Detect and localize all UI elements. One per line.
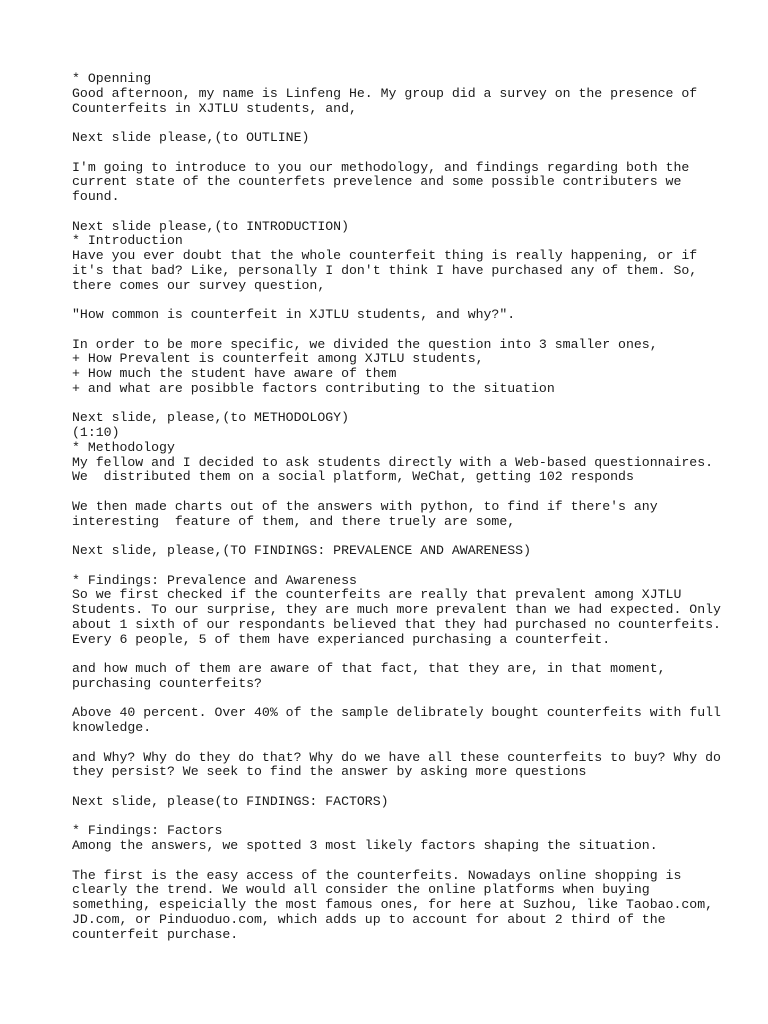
section-heading: * Findings: Prevalence and Awareness xyxy=(72,572,357,588)
blank-line xyxy=(72,736,712,751)
blank-line xyxy=(72,205,712,220)
text-line: Next slide, please(to FINDINGS: FACTORS) xyxy=(72,793,389,809)
blank-line xyxy=(72,810,712,825)
text-line: clearly the trend. We would all consider the online platforms when buying xyxy=(72,882,650,898)
document-page xyxy=(72,71,721,942)
blank-line xyxy=(72,529,712,544)
text-line: + How much the student have aware of them xyxy=(72,366,397,381)
text-line: In order to be more specific, we divided the question into 3 smaller ones, xyxy=(72,336,658,352)
text-line: knowledge. xyxy=(72,720,152,735)
text-line: + and what are posibble factors contributing to the situation xyxy=(72,380,555,396)
text-line: there comes our survey question, xyxy=(72,277,326,293)
blank-line xyxy=(72,692,712,707)
blank-line xyxy=(72,485,712,500)
text-line: My fellow and I decided to ask students directly with a Web-based questionnaires. xyxy=(72,454,714,470)
text-line: We then made charts out of the answers with python, to find if there's any xyxy=(72,498,658,514)
blank-line xyxy=(72,146,712,161)
blank-line xyxy=(72,323,712,338)
text-line: and how much of them are aware of that fact, that they are, in that moment, xyxy=(72,661,666,676)
text-line: current state of the counterfets prevelence and some possible contributers we xyxy=(72,174,682,190)
blank-line xyxy=(72,293,712,308)
text-line: they persist? We seek to find the answer by asking more questions xyxy=(72,764,587,780)
text-line: (1:10) xyxy=(72,425,120,440)
blank-line xyxy=(72,854,712,869)
blank-line xyxy=(72,780,712,795)
text-line: So we first checked if the counterfeits are really that prevalent among XJTLU xyxy=(72,587,682,603)
text-line: Among the answers, we spotted 3 most likely factors shaping the situation. xyxy=(72,838,658,853)
section-heading: * Openning xyxy=(72,71,152,86)
section-heading: * Introduction xyxy=(72,233,183,249)
text-line: The first is the easy access of the counterfeits. Nowadays online shopping is xyxy=(72,867,682,883)
section-heading: * Findings: Factors xyxy=(72,823,223,839)
blank-line xyxy=(72,647,712,662)
text-line: Next slide please,(to OUTLINE) xyxy=(72,130,310,145)
text-line: interesting feature of them, and there truely are some, xyxy=(72,513,516,529)
text-line: it's that bad? Like, personally I don't think I have purchased any of them. So, xyxy=(72,262,698,278)
text-line: I'm going to introduce to you our methodology, and findings regarding both the xyxy=(72,159,690,175)
text-line: Next slide please,(to INTRODUCTION) xyxy=(72,218,349,234)
blank-line xyxy=(72,397,712,412)
text-line: JD.com, or Pinduoduo.com, which adds up to account for about 2 third of the xyxy=(72,911,666,927)
text-line: Above 40 percent. Over 40% of the sample delibrately bought counterfeits with full xyxy=(72,705,721,721)
text-line: counterfeit purchase. xyxy=(72,926,239,942)
text-line: Next slide, please,(TO FINDINGS: PREVALENCE AND AWARENESS) xyxy=(72,543,531,558)
text-line: Students. To our surprise, they are much more prevalent than we had expected. Only xyxy=(72,602,721,617)
text-line: Next slide, please,(to METHODOLOGY) xyxy=(72,410,349,426)
text-line: Good afternoon, my name is Linfeng He. My group did a survey on the presence of xyxy=(72,85,698,101)
section-heading: * Methodology xyxy=(72,439,175,455)
text-line: purchasing counterfeits? xyxy=(72,675,262,691)
text-line: about 1 sixth of our respondants believed that they had purchased no counterfeits. xyxy=(72,616,721,632)
text-line: Have you ever doubt that the whole counterfeit thing is really happening, or if xyxy=(72,248,698,263)
text-line: + How Prevalent is counterfeit among XJTLU students, xyxy=(72,351,484,367)
text-line: Every 6 people, 5 of them have experianced purchasing a counterfeit. xyxy=(72,631,611,647)
text-line: found. xyxy=(72,189,120,204)
blank-line xyxy=(72,116,712,131)
text-line: "How common is counterfeit in XJTLU students, and why?". xyxy=(72,307,516,322)
blank-line xyxy=(72,559,712,574)
text-line: something, espeicially the most famous ones, for here at Suzhou, like Taobao.com, xyxy=(72,897,714,912)
text-line: and Why? Why do they do that? Why do we have all these counterfeits to buy? Why do xyxy=(72,749,721,765)
text-line: We distributed them on a social platform, WeChat, getting 102 responds xyxy=(72,469,634,485)
text-line: Counterfeits in XJTLU students, and, xyxy=(72,100,357,116)
